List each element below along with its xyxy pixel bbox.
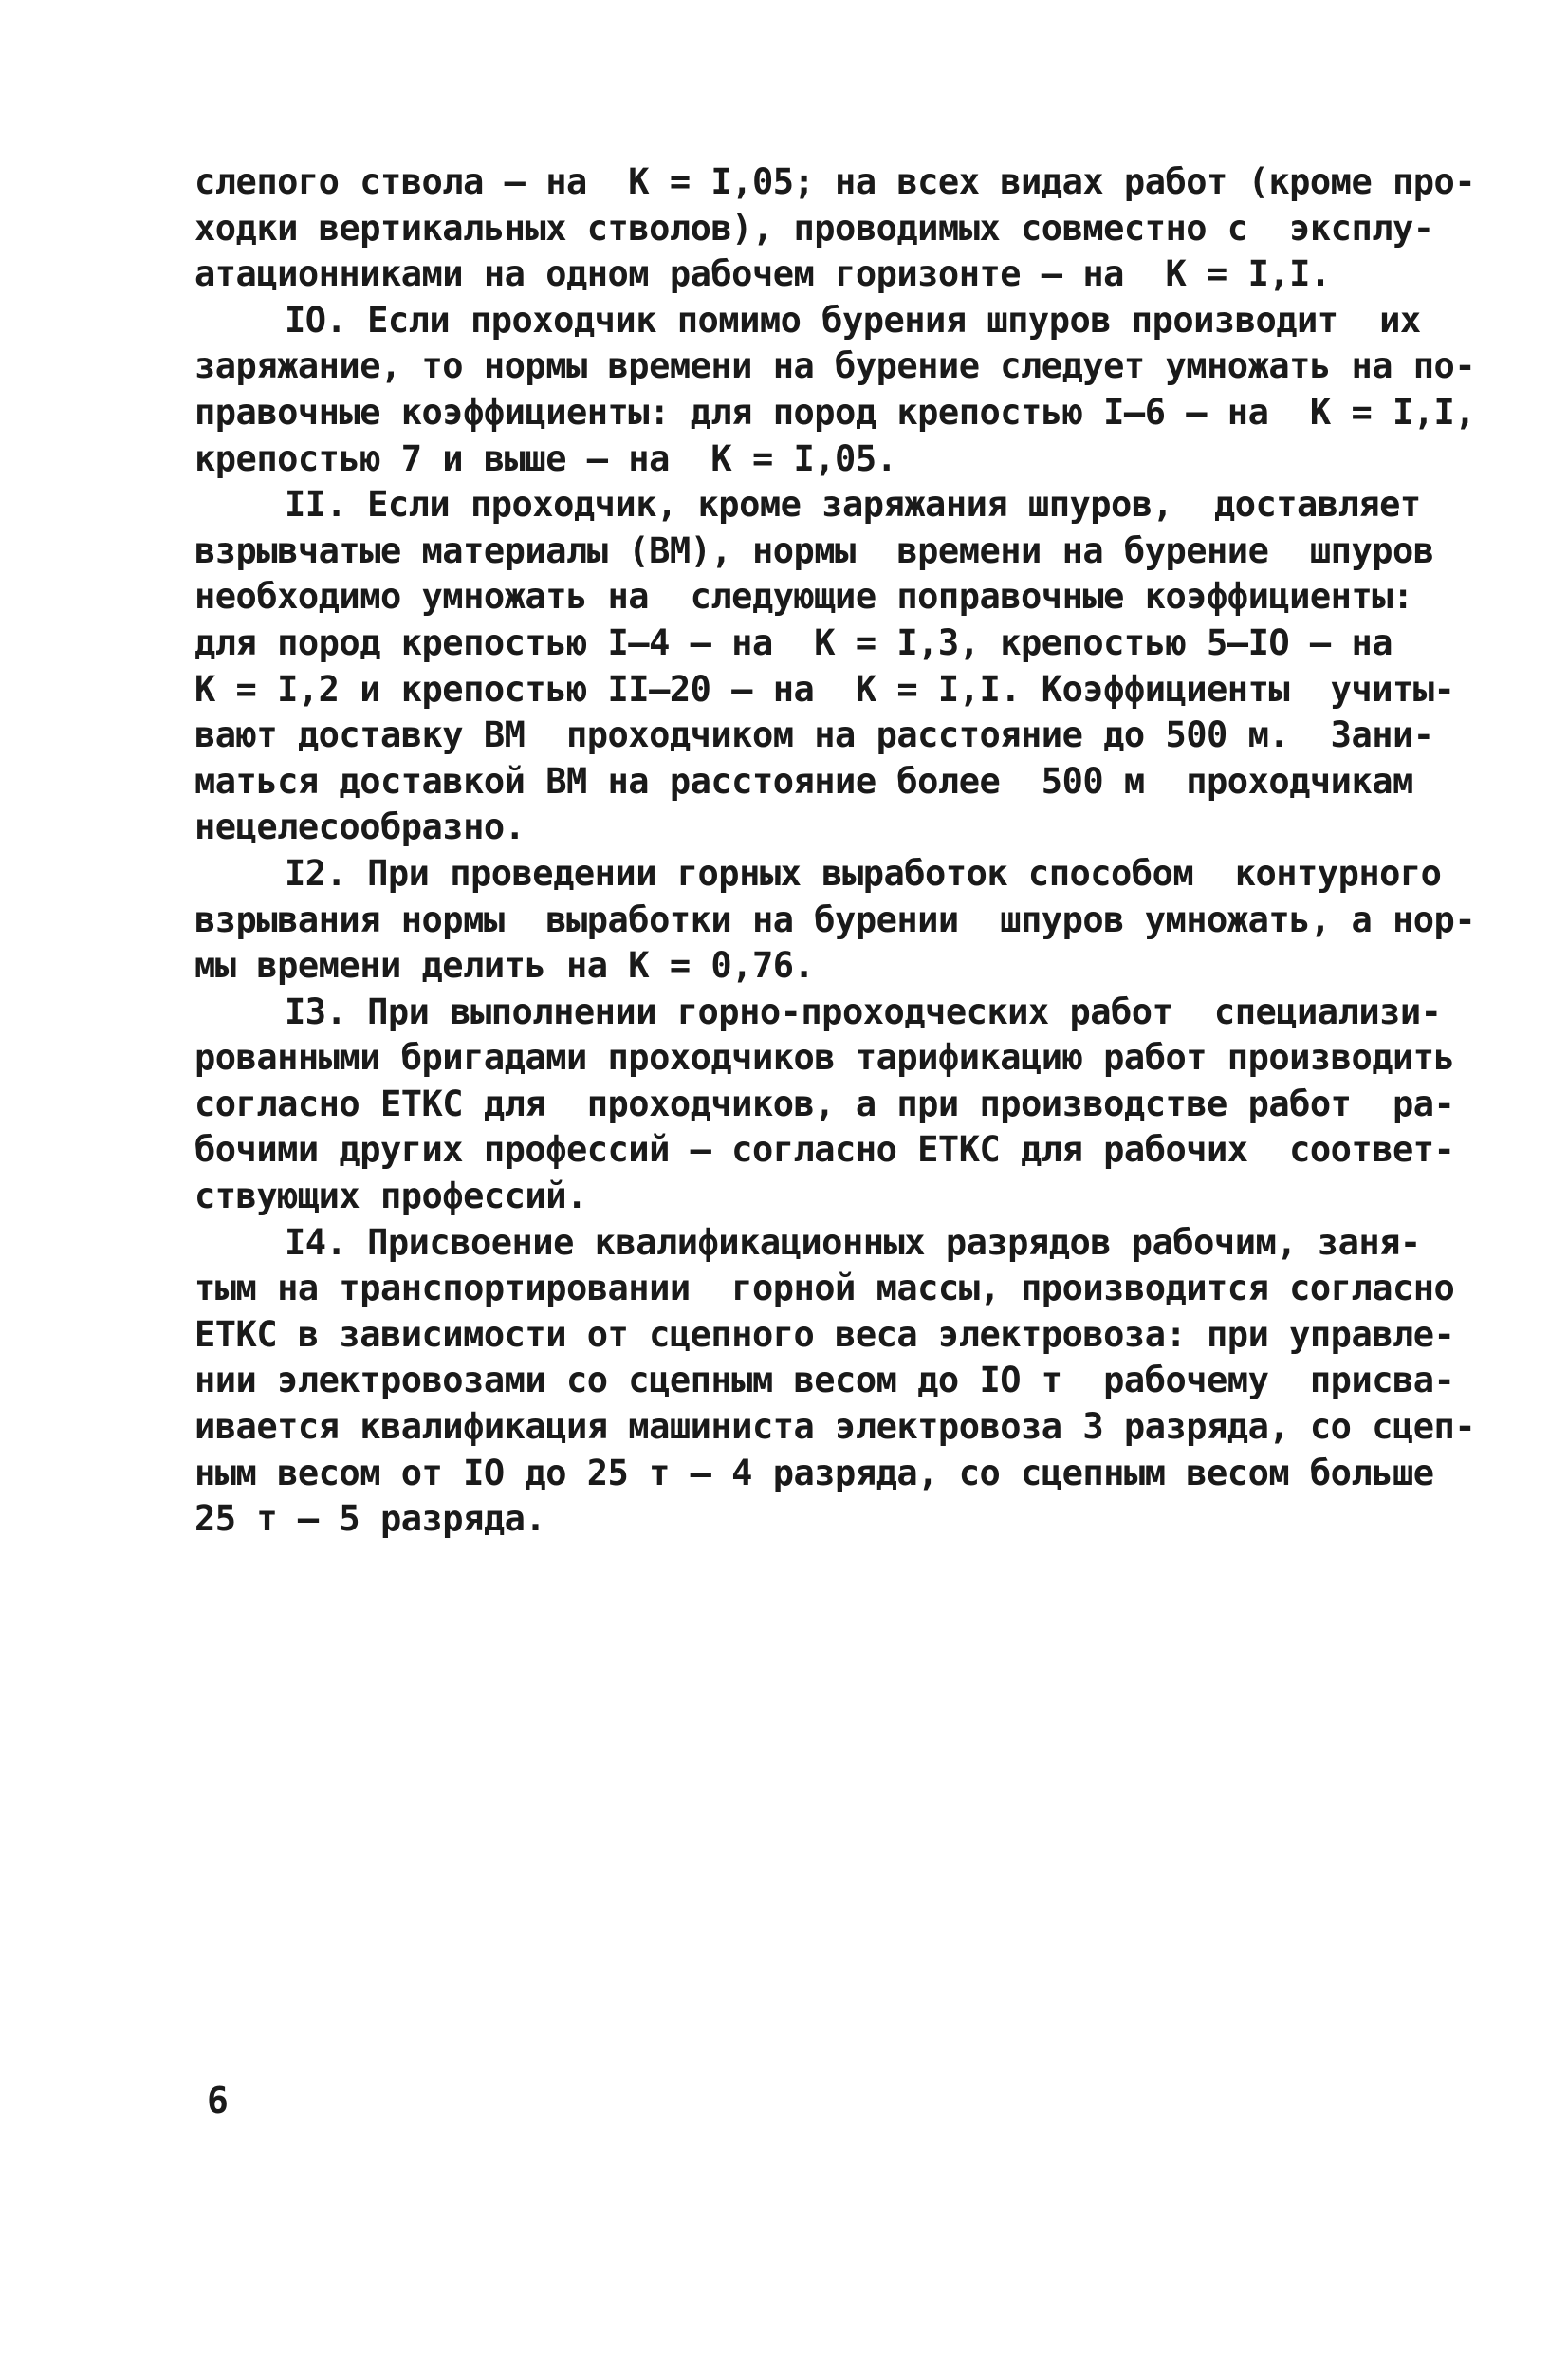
text-line: ЕТКС в зависимости от сцепного веса электровоза: при управле- [194, 1313, 1455, 1355]
text-line: нецелесообразно. [194, 806, 526, 848]
text-line: ствующих профессий. [194, 1176, 587, 1217]
text-line: ным весом от IО до 25 т – 4 разряда, со сцепным весом больше [194, 1452, 1434, 1493]
paragraph-10-start: IО. Если проходчик помимо бурения шпуров производит их [285, 299, 1421, 341]
text-line: правочные коэффициенты: для пород крепостью I–6 – на К = I,I, [194, 391, 1476, 433]
text-line: рованными бригадами проходчиков тарификацию работ производить [194, 1037, 1455, 1079]
text-line: 25 т – 5 разряда. [194, 1498, 546, 1540]
text-line: для пород крепостью I–4 – на К = I,3, крепостью 5–IО – на [194, 621, 1393, 663]
text-line: слепого ствола – на К = I,05; на всех видах работ (кроме про- [194, 161, 1476, 202]
page-number: 6 [207, 2080, 229, 2121]
text-line: К = I,2 и крепостью II–20 – на К = I,I. Коэффициенты учиты- [194, 668, 1455, 710]
text-line: ивается квалификация машиниста электровоза 3 разряда, со сцеп- [194, 1406, 1476, 1448]
text-line: атационниками на одном рабочем горизонте – на К = I,I. [194, 253, 1331, 295]
text-line: взрывчатые материалы (ВМ), нормы времени на бурение шпуров [194, 529, 1434, 571]
text-line: необходимо умножать на следующие поправочные коэффициенты: [194, 576, 1413, 618]
paragraph-12-start: I2. При проведении горных выработок способом контурного [285, 852, 1442, 894]
body-text [194, 159, 1476, 1543]
text-line: крепостью 7 и выше – на К = I,05. [194, 437, 897, 479]
text-line: взрывания нормы выработки на бурении шпуров умножать, а нор- [194, 899, 1476, 940]
text-line: маться доставкой ВМ на расстояние более 500 м проходчикам [194, 760, 1413, 802]
paragraph-11-start: II. Если проходчик, кроме заряжания шпуров, доставляет [285, 484, 1421, 526]
text-line: согласно ЕТКС для проходчиков, а при производстве работ ра- [194, 1083, 1455, 1124]
text-line: вают доставку ВМ проходчиком на расстояние до 500 м. Зани- [194, 714, 1434, 756]
text-line: тым на транспортировании горной массы, производится согласно [194, 1268, 1455, 1309]
text-line: заряжание, то нормы времени на бурение следует умножать на по- [194, 345, 1476, 387]
text-line: нии электровозами со сцепным весом до IО т рабочему присва- [194, 1360, 1455, 1401]
paragraph-14-start: I4. Присвоение квалификационных разрядов рабочим, заня- [285, 1221, 1421, 1263]
text-line: мы времени делить на К = 0,76. [194, 945, 815, 987]
text-line: бочими других профессий – согласно ЕТКС для рабочих соответ- [194, 1129, 1455, 1171]
text-line: ходки вертикальных стволов), проводимых совместно с эксплу- [194, 207, 1434, 249]
paragraph-13-start: I3. При выполнении горно-проходческих работ специализи- [285, 991, 1442, 1032]
